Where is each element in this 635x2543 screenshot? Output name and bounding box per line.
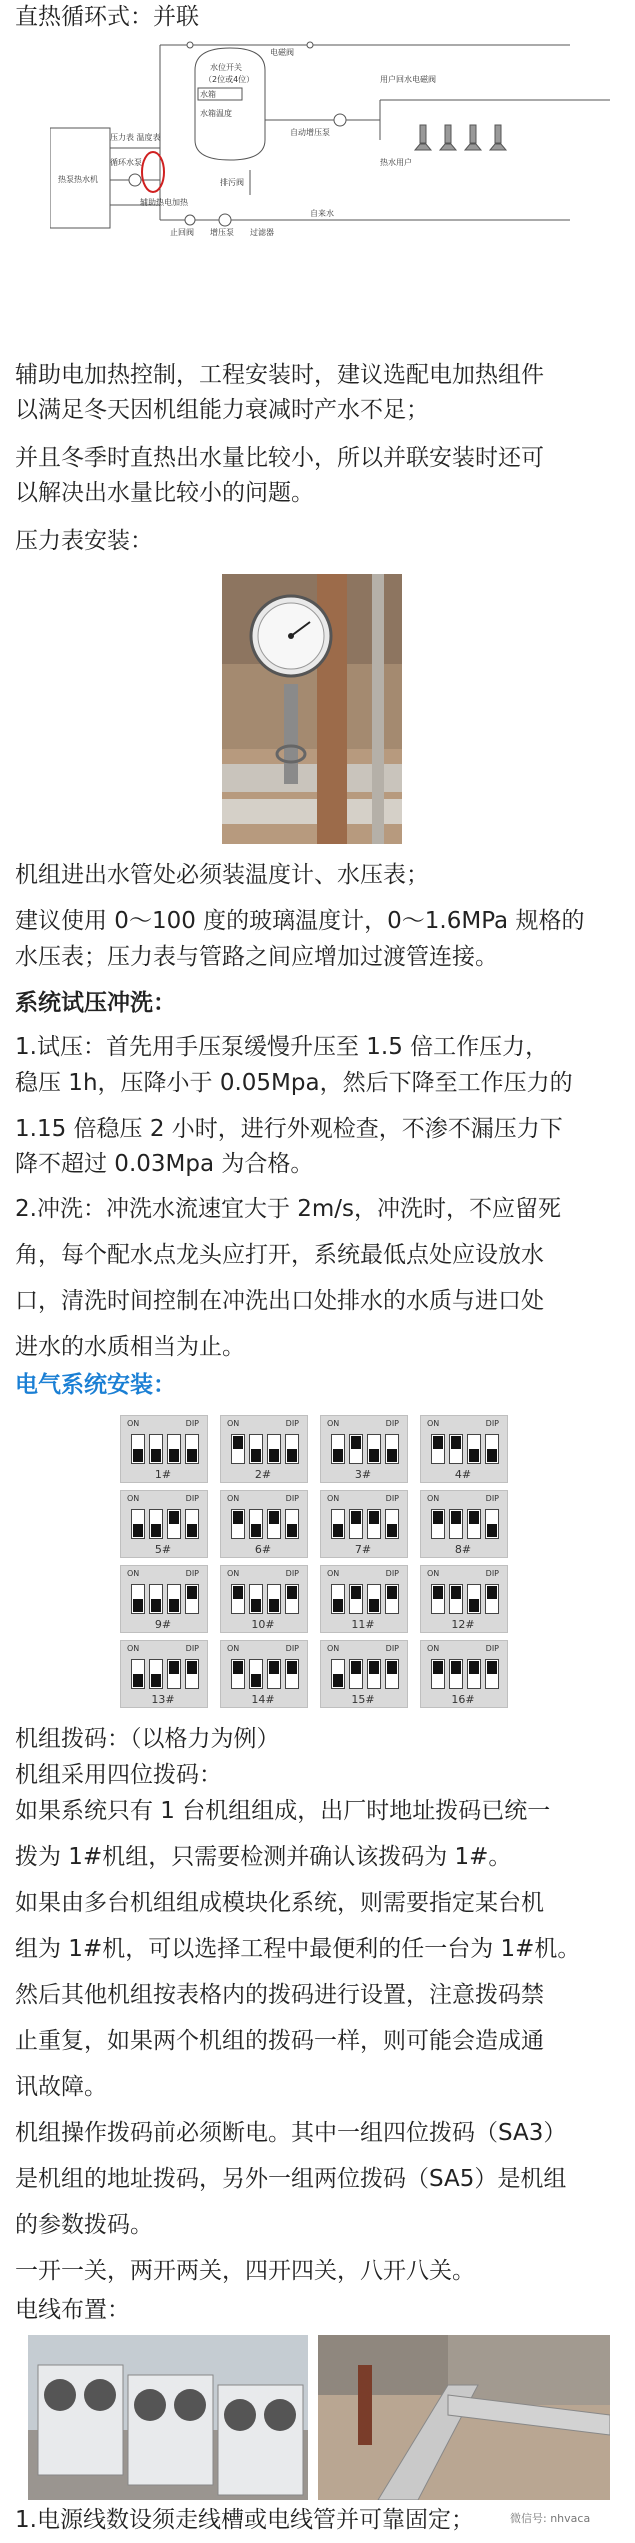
dip-dip-label: DIP — [285, 1644, 299, 1653]
dip-switch-label: 2# — [254, 1468, 272, 1481]
dip-toggle-knob — [169, 1661, 179, 1674]
label-filter: 过滤器 — [250, 228, 274, 237]
dip-toggle-knob — [151, 1599, 161, 1612]
label-hot-water-users: 热水用户 — [380, 158, 412, 167]
dip-toggle — [331, 1509, 345, 1539]
dip-on-label: ON — [127, 1494, 140, 1503]
dip-toggle-knob — [351, 1511, 361, 1524]
dip-toggle — [349, 1434, 363, 1464]
dip-toggle — [231, 1584, 245, 1614]
dip-dip-label: DIP — [385, 1569, 399, 1578]
dip-toggle-knob — [387, 1524, 397, 1537]
dip-toggle-knob — [351, 1661, 361, 1674]
dip-toggle — [385, 1659, 399, 1689]
label-auto-booster: 自动增压泵 — [290, 128, 330, 137]
dip-switch-label: 10# — [251, 1618, 275, 1631]
dip-toggle — [485, 1509, 499, 1539]
dip-dip-label: DIP — [485, 1494, 499, 1503]
label-solenoid-valve: 电磁阀 — [270, 48, 294, 57]
label-level-switch-note: （2位或4位） — [204, 75, 255, 84]
dip-toggle — [185, 1584, 199, 1614]
dip-toggle — [331, 1434, 345, 1464]
dip-toggle-knob — [333, 1674, 343, 1687]
dip-toggle-knob — [187, 1661, 197, 1674]
dip-switch-label: 8# — [454, 1543, 472, 1556]
dip-toggle — [385, 1434, 399, 1464]
dip-on-label: ON — [427, 1569, 440, 1578]
dip-toggle-knob — [233, 1511, 243, 1524]
dip-toggle — [131, 1509, 145, 1539]
dip-toggle-knob — [369, 1661, 379, 1674]
dip-on-label: ON — [227, 1569, 240, 1578]
label-aux-heating: 辅助热电加热 — [140, 198, 188, 207]
dip-on-label: ON — [327, 1419, 340, 1428]
dip-switch-label: 12# — [451, 1618, 475, 1631]
dip-on-label: ON — [227, 1494, 240, 1503]
dip-switch-grid — [120, 1415, 520, 1715]
paragraph-gauge-1: 机组进出水管处必须装温度计、水压表； — [15, 862, 429, 888]
dip-toggle-knob — [469, 1661, 479, 1674]
dip-toggle-knob — [169, 1449, 179, 1462]
dip-toggle — [249, 1584, 263, 1614]
label-level-switch: 水位开关 — [210, 63, 242, 72]
dip-dip-label: DIP — [185, 1419, 199, 1428]
dip-toggle — [385, 1509, 399, 1539]
dip-toggle-knob — [333, 1449, 343, 1462]
dip-toggle-knob — [187, 1586, 197, 1599]
paragraph-dip-2: 机组采用四位拨码： — [15, 1762, 222, 1788]
dip-toggle-knob — [251, 1599, 261, 1612]
dip-on-label: ON — [327, 1569, 340, 1578]
dip-toggle — [431, 1509, 445, 1539]
dip-toggle — [131, 1434, 145, 1464]
dip-toggle-knob — [369, 1511, 379, 1524]
dip-toggle — [231, 1434, 245, 1464]
dip-toggle-knob — [287, 1661, 297, 1674]
dip-dip-label: DIP — [285, 1419, 299, 1428]
paragraph-dip-1: 机组拨码：（以格力为例） — [15, 1726, 280, 1752]
dip-on-label: ON — [327, 1644, 340, 1653]
paragraph-test-1: 1.试压：首先用手压泵缓慢升压至 1.5 倍工作压力， — [15, 1034, 549, 1060]
paragraph-dip-10: 机组操作拨码前必须断电。其中一组四位拨码（SA3） — [15, 2120, 567, 2146]
paragraph-aux-heating-1: 辅助电加热控制，工程安装时，建议选配电加热组件 — [15, 362, 544, 388]
dip-toggle — [131, 1584, 145, 1614]
heading-direct-heat: 直热循环式：并联 — [15, 4, 199, 30]
dip-dip-label: DIP — [185, 1494, 199, 1503]
dip-toggle-knob — [169, 1599, 179, 1612]
heading-wiring: 电线布置： — [15, 2297, 130, 2323]
dip-toggle — [285, 1434, 299, 1464]
dip-switch-label: 3# — [354, 1468, 372, 1481]
dip-toggle — [367, 1659, 381, 1689]
dip-toggle-knob — [369, 1449, 379, 1462]
dip-toggle — [149, 1659, 163, 1689]
dip-toggle — [449, 1434, 463, 1464]
dip-toggle-knob — [451, 1436, 461, 1449]
paragraph-dip-6: 组为 1#机，可以选择工程中最便利的任一台为 1#机。 — [15, 1936, 581, 1962]
dip-toggle-knob — [487, 1661, 497, 1674]
paragraph-dip-12: 的参数拨码。 — [15, 2212, 153, 2238]
dip-toggle — [185, 1659, 199, 1689]
dip-toggle-knob — [151, 1674, 161, 1687]
dip-on-label: ON — [427, 1644, 440, 1653]
dip-dip-label: DIP — [285, 1569, 299, 1578]
dip-toggle-knob — [251, 1524, 261, 1537]
dip-toggle — [285, 1659, 299, 1689]
dip-toggle-knob — [287, 1449, 297, 1462]
label-circulation-pump: 循环水泵 — [110, 158, 142, 167]
dip-switch-label: 7# — [354, 1543, 372, 1556]
paragraph-dip-4: 拨为 1#机组，只需要检测并确认该拨码为 1#。 — [15, 1844, 512, 1870]
dip-toggle — [385, 1584, 399, 1614]
cable-tray-photo — [318, 2335, 610, 2500]
dip-toggle-knob — [169, 1511, 179, 1524]
dip-toggle — [267, 1434, 281, 1464]
dip-on-label: ON — [327, 1494, 340, 1503]
dip-toggle — [349, 1509, 363, 1539]
paragraph-test-2: 稳压 1h，压降小于 0.05Mpa，然后下降至工作压力的 — [15, 1070, 573, 1096]
dip-toggle — [431, 1434, 445, 1464]
paragraph-aux-heating-2: 以满足冬天因机组能力衰减时产水不足； — [15, 397, 429, 423]
paragraph-flush-1: 2.冲洗：冲洗水流速宜大于 2m/s，冲洗时，不应留死 — [15, 1196, 562, 1222]
paragraph-dip-3: 如果系统只有 1 台机组组成，出厂时地址拨码已统一 — [15, 1798, 551, 1824]
dip-toggle — [431, 1584, 445, 1614]
dip-toggle — [449, 1509, 463, 1539]
dip-toggle-knob — [369, 1599, 379, 1612]
dip-toggle-knob — [433, 1511, 443, 1524]
heading-pressure-gauge: 压力表安装： — [15, 528, 153, 554]
dip-toggle — [149, 1434, 163, 1464]
dip-toggle-knob — [387, 1449, 397, 1462]
dip-toggle-knob — [469, 1449, 479, 1462]
dip-toggle — [349, 1584, 363, 1614]
dip-toggle-knob — [333, 1524, 343, 1537]
dip-on-label: ON — [427, 1494, 440, 1503]
dip-toggle-knob — [487, 1586, 497, 1599]
dip-toggle — [231, 1509, 245, 1539]
outdoor-units-photo — [28, 2335, 308, 2500]
dip-toggle-knob — [133, 1449, 143, 1462]
dip-toggle-knob — [151, 1449, 161, 1462]
dip-toggle-knob — [351, 1436, 361, 1449]
dip-on-label: ON — [127, 1644, 140, 1653]
dip-dip-label: DIP — [385, 1494, 399, 1503]
label-heat-pump: 热泵热水机 — [58, 175, 98, 184]
dip-toggle-knob — [433, 1661, 443, 1674]
dip-dip-label: DIP — [485, 1569, 499, 1578]
label-tank: 水箱 — [200, 90, 216, 99]
label-pressure-gauge: 压力表 温度表 — [110, 133, 161, 142]
dip-toggle — [231, 1659, 245, 1689]
dip-toggle — [367, 1584, 381, 1614]
dip-toggle — [285, 1584, 299, 1614]
dip-toggle — [167, 1659, 181, 1689]
dip-toggle-knob — [333, 1599, 343, 1612]
dip-toggle — [367, 1509, 381, 1539]
dip-toggle — [267, 1509, 281, 1539]
label-check-valve: 止回阀 — [170, 228, 194, 237]
paragraph-gauge-2: 建议使用 0～100 度的玻璃温度计，0～1.6MPa 规格的 — [15, 908, 585, 934]
dip-toggle — [485, 1584, 499, 1614]
dip-toggle — [149, 1584, 163, 1614]
dip-on-label: ON — [127, 1569, 140, 1578]
dip-switch-label: 9# — [154, 1618, 172, 1631]
dip-toggle — [185, 1434, 199, 1464]
paragraph-gauge-3: 水压表；压力表与管路之间应增加过渡管连接。 — [15, 944, 498, 970]
dip-toggle — [285, 1509, 299, 1539]
paragraph-test-3: 1.15 倍稳压 2 小时，进行外观检查，不渗不漏压力下 — [15, 1116, 563, 1142]
paragraph-flush-3: 口，清洗时间控制在冲洗出口处排水的水质与进口处 — [15, 1288, 544, 1314]
dip-toggle — [449, 1659, 463, 1689]
dip-toggle-knob — [187, 1449, 197, 1462]
dip-toggle-knob — [451, 1511, 461, 1524]
dip-toggle — [449, 1584, 463, 1614]
dip-toggle — [431, 1659, 445, 1689]
dip-switch-label: 1# — [154, 1468, 172, 1481]
dip-toggle-knob — [251, 1449, 261, 1462]
dip-toggle — [331, 1584, 345, 1614]
dip-toggle-knob — [151, 1524, 161, 1537]
label-drain-valve: 排污阀 — [220, 178, 244, 187]
dip-toggle-knob — [133, 1674, 143, 1687]
dip-toggle-knob — [351, 1586, 361, 1599]
dip-toggle-knob — [269, 1661, 279, 1674]
dip-toggle — [249, 1659, 263, 1689]
dip-on-label: ON — [227, 1644, 240, 1653]
dip-toggle — [167, 1434, 181, 1464]
heading-pressure-test: 系统试压冲洗： — [15, 990, 176, 1016]
dip-toggle-knob — [451, 1586, 461, 1599]
dip-toggle-knob — [387, 1586, 397, 1599]
paragraph-dip-11: 是机组的地址拨码，另外一组两位拨码（SA5）是机组 — [15, 2166, 567, 2192]
dip-toggle — [249, 1434, 263, 1464]
dip-toggle-knob — [233, 1661, 243, 1674]
dip-toggle-knob — [287, 1524, 297, 1537]
dip-toggle-knob — [269, 1599, 279, 1612]
parallel-system-diagram — [50, 40, 615, 345]
dip-toggle-knob — [487, 1524, 497, 1537]
dip-dip-label: DIP — [285, 1494, 299, 1503]
dip-toggle — [467, 1584, 481, 1614]
dip-switch-label: 4# — [454, 1468, 472, 1481]
dip-on-label: ON — [427, 1419, 440, 1428]
dip-switch-label: 14# — [251, 1693, 275, 1706]
dip-toggle-knob — [269, 1511, 279, 1524]
paragraph-flush-2: 角，每个配水点龙头应打开，系统最低点处应设放水 — [15, 1242, 544, 1268]
dip-toggle — [367, 1434, 381, 1464]
pressure-gauge-photo — [222, 574, 402, 844]
paragraph-dip-5: 如果由多台机组组成模块化系统，则需要指定某台机 — [15, 1890, 544, 1916]
dip-toggle — [485, 1434, 499, 1464]
dip-toggle-knob — [487, 1449, 497, 1462]
dip-dip-label: DIP — [185, 1569, 199, 1578]
dip-toggle — [467, 1434, 481, 1464]
dip-toggle — [131, 1659, 145, 1689]
paragraph-dip-13: 一开一关，两开两关，四开四关，八开八关。 — [15, 2258, 475, 2284]
dip-toggle-knob — [287, 1586, 297, 1599]
paragraph-wiring-1: 1.电源线数设须走线槽或电线管并可靠固定； — [15, 2507, 474, 2533]
dip-toggle — [267, 1584, 281, 1614]
dip-toggle — [467, 1509, 481, 1539]
dip-toggle — [167, 1509, 181, 1539]
dip-switch-label: 16# — [451, 1693, 475, 1706]
paragraph-flush-4: 进水的水质相当为止。 — [15, 1334, 245, 1360]
paragraph-aux-heating-3: 并且冬季时直热出水量比较小，所以并联安装时还可 — [15, 445, 544, 471]
dip-toggle — [185, 1509, 199, 1539]
dip-toggle — [485, 1659, 499, 1689]
dip-toggle-knob — [451, 1661, 461, 1674]
dip-switch-label: 5# — [154, 1543, 172, 1556]
dip-switch-label: 11# — [351, 1618, 375, 1631]
dip-switch-label: 6# — [254, 1543, 272, 1556]
dip-switch-label: 15# — [351, 1693, 375, 1706]
dip-toggle — [267, 1659, 281, 1689]
dip-toggle-knob — [251, 1674, 261, 1687]
paragraph-dip-8: 止重复，如果两个机组的拨码一样，则可能会造成通 — [15, 2028, 544, 2054]
dip-toggle — [349, 1659, 363, 1689]
dip-toggle — [331, 1659, 345, 1689]
dip-switch-label: 13# — [151, 1693, 175, 1706]
dip-toggle-knob — [133, 1524, 143, 1537]
dip-dip-label: DIP — [485, 1419, 499, 1428]
dip-toggle — [467, 1659, 481, 1689]
dip-toggle-knob — [233, 1436, 243, 1449]
dip-dip-label: DIP — [185, 1644, 199, 1653]
dip-toggle-knob — [433, 1436, 443, 1449]
dip-on-label: ON — [127, 1419, 140, 1428]
label-booster-pump: 增压泵 — [210, 228, 234, 237]
dip-toggle — [167, 1584, 181, 1614]
dip-toggle-knob — [233, 1586, 243, 1599]
label-tap-water: 自来水 — [310, 209, 334, 218]
watermark: 微信号: nhvaca — [510, 2512, 591, 2525]
paragraph-dip-7: 然后其他机组按表格内的拨码进行设置，注意拨码禁 — [15, 1982, 544, 2008]
dip-toggle-knob — [133, 1599, 143, 1612]
paragraph-aux-heating-4: 以解决出水量比较小的问题。 — [15, 480, 314, 506]
dip-toggle — [249, 1509, 263, 1539]
dip-toggle-knob — [269, 1449, 279, 1462]
dip-toggle-knob — [387, 1661, 397, 1674]
dip-toggle — [149, 1509, 163, 1539]
dip-dip-label: DIP — [485, 1644, 499, 1653]
dip-toggle-knob — [469, 1599, 479, 1612]
dip-dip-label: DIP — [385, 1644, 399, 1653]
label-user-return-valve: 用户回水电磁阀 — [380, 75, 436, 84]
dip-toggle-knob — [433, 1586, 443, 1599]
dip-on-label: ON — [227, 1419, 240, 1428]
paragraph-dip-9: 讯故障。 — [15, 2074, 107, 2100]
dip-toggle-knob — [187, 1524, 197, 1537]
paragraph-test-4: 降不超过 0.03Mpa 为合格。 — [15, 1151, 314, 1177]
heading-electrical: 电气系统安装： — [15, 1372, 176, 1398]
dip-dip-label: DIP — [385, 1419, 399, 1428]
dip-toggle-knob — [469, 1511, 479, 1524]
label-tank-temp: 水箱温度 — [200, 109, 232, 118]
